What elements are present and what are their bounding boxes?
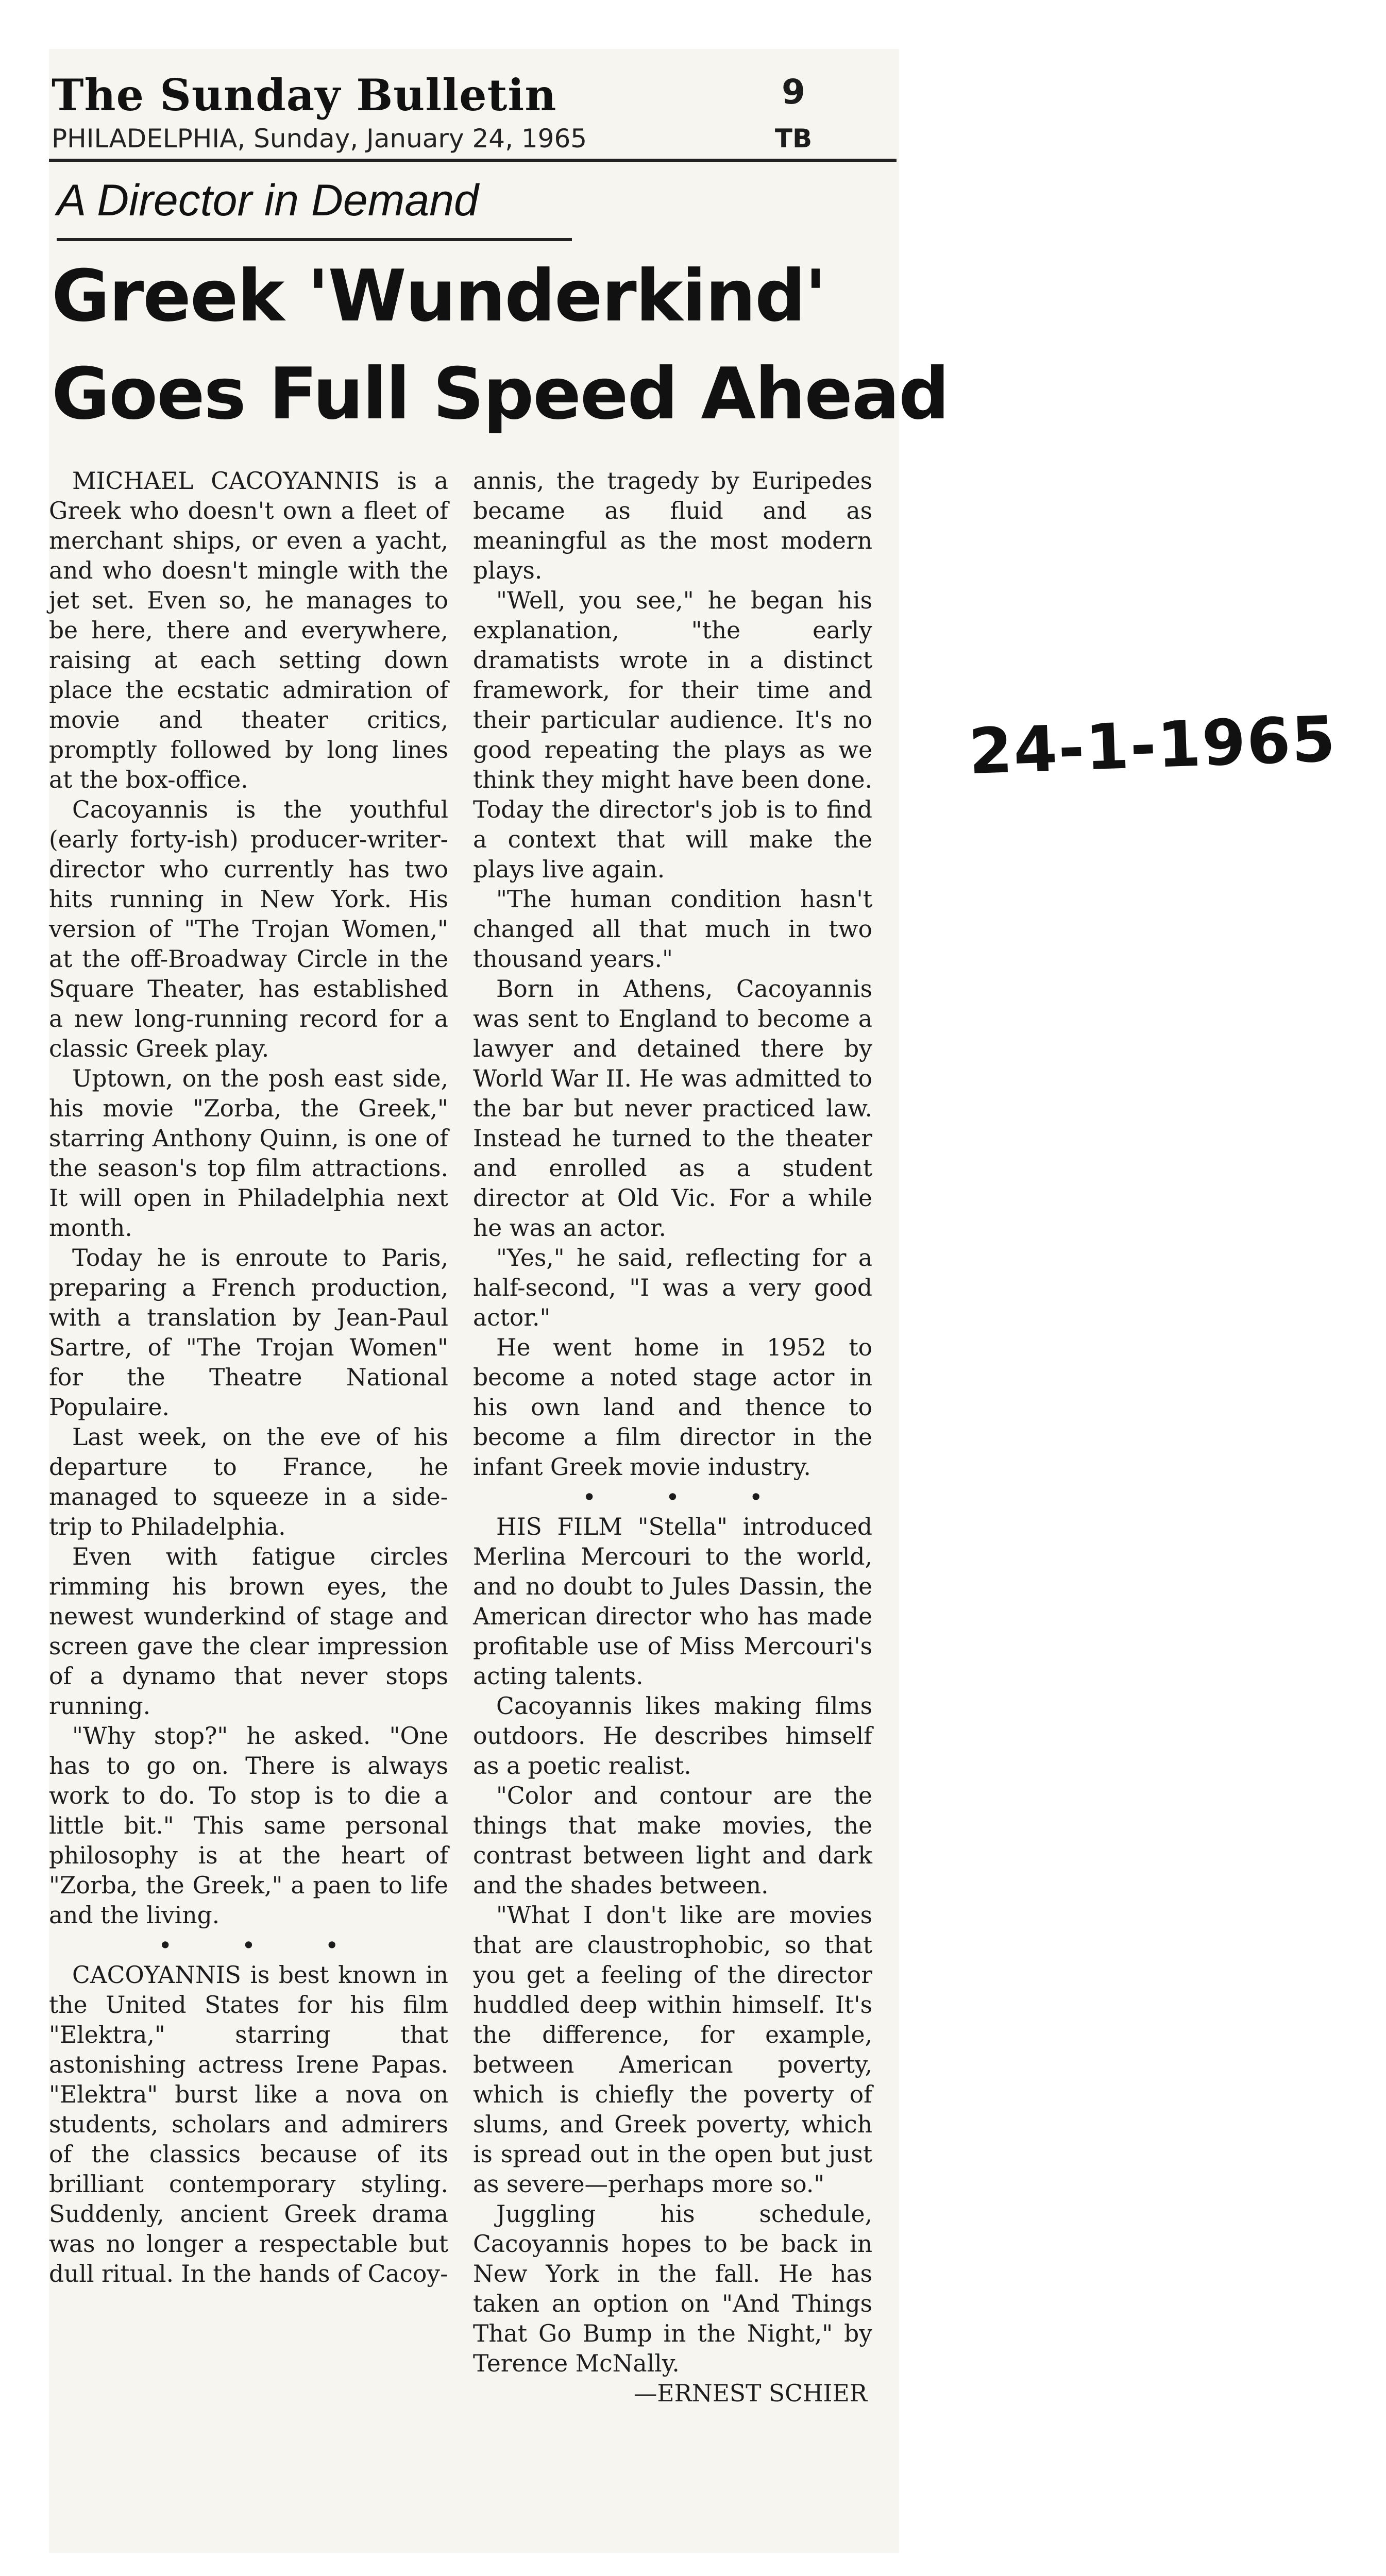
article-paragraph: Today he is enroute to Paris, preparing a French production, with a translation by Jean-Paul Sartre, of "The Trojan Women" for the Theatre National Populaire. (49, 1244, 448, 1421)
article-paragraph: Uptown, on the posh east side, his movie "Zorba, the Greek," starring Anthony Quinn, is one of the season's top film attractions. It will open in Philadelphia next month. (49, 1065, 448, 1242)
article-paragraph: "What I don't like are movies that are claustrophobic, so that you get a feeling of the director huddled deep within himself. It's the difference, for example, between American poverty, which is chiefly the poverty of slums, and Greek poverty, which is spread out in the open but just as severe—perhaps more so." (473, 1902, 872, 2198)
handwritten-date: 24-1-1965 (967, 702, 1338, 789)
article-paragraph: Even with fatigue circles rimming his brown eyes, the newest wunderkind of stage and screen gave the clear impression of a dynamo that never stops running. (49, 1543, 448, 1720)
article-paragraph: Born in Athens, Cacoyannis was sent to England to become a lawyer and detained there by World War II. He was admitted to the bar but never practiced law. Instead he turned to the theater and enrolled as a student director at Old Vic. For a while he was an actor. (473, 975, 872, 1242)
section-separator: • • • (582, 1483, 794, 1511)
article-column-left (49, 466, 448, 2527)
article-paragraph: HIS FILM "Stella" introduced Merlina Mercouri to the world, and no doubt to Jules Dassin, the American director who has made profitable use of Miss Mercouri's acting talents. (473, 1513, 872, 1690)
headline-line-1: Greek 'Wunderkind' (52, 255, 826, 337)
article-paragraph: Cacoyannis likes making films outdoors. He describes himself as a poetic realist. (473, 1692, 872, 1780)
main-headline (52, 247, 949, 443)
article-paragraph: annis, the tragedy by Euripedes became as fluid and as meaningful as the most modern plays. (473, 467, 872, 584)
article-paragraph: Last week, on the eve of his departure to France, he managed to squeeze in a side-trip to Philadelphia. (49, 1423, 448, 1540)
masthead: The Sunday Bulletin (52, 70, 557, 121)
article-paragraph: "Color and contour are the things that make movies, the contrast between light and dark and the shades between. (473, 1782, 872, 1899)
article-paragraph: Juggling his schedule, Cacoyannis hopes to be back in New York in the fall. He has taken an option on "And Things That Go Bump in the Night," by Terence McNally. (473, 2200, 872, 2377)
page-number: 9 (782, 72, 805, 112)
dateline: PHILADELPHIA, Sunday, January 24, 1965 (52, 124, 587, 154)
article-paragraph: He went home in 1952 to become a noted stage actor in his own land and thence to become a film director in the infant Greek movie industry. (473, 1334, 872, 1481)
kicker-headline: A Director in Demand (57, 176, 479, 225)
article-paragraph: MICHAEL CACOYANNIS is a Greek who doesn't own a fleet of merchant ships, or even a yacht, and who doesn't mingle with the jet set. Even so, he manages to be here, there and everywhere, raising at each setting down place the ecstatic admiration of movie and theater critics, promptly followed by long lines at the box-office. (49, 467, 448, 793)
article-paragraph: Cacoyannis is the youthful (early forty-ish) producer-writer-director who currently has two hits running in New York. His version of "The Trojan Women," at the off-Broadway Circle in the Square Theater, has established a new long-running record for a classic Greek play. (49, 796, 448, 1062)
article-paragraph: "The human condition hasn't changed all that much in two thousand years." (473, 886, 872, 973)
article-paragraph: "Why stop?" he asked. "One has to go on. There is always work to do. To stop is to die a little bit." This same personal philosophy is at the heart of "Zorba, the Greek," a paen to life and the living. (49, 1722, 448, 1929)
article-column-right (473, 466, 872, 2527)
article-paragraph: "Yes," he said, reflecting for a half-second, "I was a very good actor." (473, 1244, 872, 1331)
section-separator: • • • (158, 1931, 370, 1959)
article-paragraph: CACOYANNIS is best known in the United States for his film "Elektra," starring that astonishing actress Irene Papas. "Elektra" burst like a nova on students, scholars and admirers of the classics because of its brilliant contemporary styling. Suddenly, ancient Greek drama was no longer a respectable but dull ritual. In the hands of Cacoy- (49, 1961, 448, 2287)
masthead-rule (49, 159, 897, 162)
kicker-rule (57, 238, 572, 241)
page-code: TB (774, 124, 813, 154)
byline: —ERNEST SCHIER (633, 2380, 867, 2407)
article-paragraph: "Well, you see," he began his explanation, "the early dramatists wrote in a distinct framework, for their time and their particular audience. It's no good repeating the plays as we think they might have been done. Today the director's job is to find a context that will make the plays live again. (473, 587, 872, 883)
headline-line-2: Goes Full Speed Ahead (52, 352, 949, 435)
